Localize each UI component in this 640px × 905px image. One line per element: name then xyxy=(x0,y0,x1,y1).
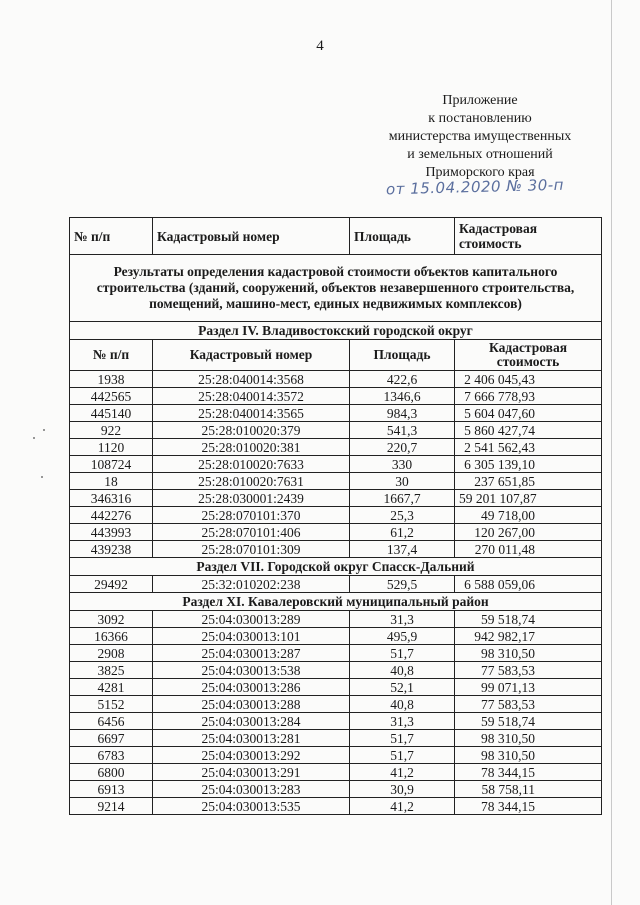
subheader-row xyxy=(70,340,602,371)
section-row xyxy=(70,558,602,576)
table-row xyxy=(70,679,602,696)
cell-number: 5152 xyxy=(70,696,153,713)
table-title: Результаты определения кадастровой стоимости объектов капитального строительства (зданий, сооружений, объектов незавершенного строительства, помещений, машино-мест, единых недвижимых комплексов) xyxy=(70,255,602,322)
table-row xyxy=(70,439,602,456)
scan-speck xyxy=(33,437,35,439)
cell-cadastral-number: 25:28:010020:379 xyxy=(153,422,350,439)
cell-area: 51,7 xyxy=(350,730,455,747)
cell-area: 25,3 xyxy=(350,507,455,524)
cell-cadastral-number: 25:28:040014:3568 xyxy=(153,371,350,388)
cell-number: 6913 xyxy=(70,781,153,798)
cell-area: 422,6 xyxy=(350,371,455,388)
section-title: Раздел XI. Кавалеровский муниципальный район xyxy=(70,593,602,611)
cadastral-table xyxy=(69,217,602,815)
table-row xyxy=(70,490,602,507)
table-row xyxy=(70,371,602,388)
section-row xyxy=(70,322,602,340)
cell-cadastral-value: 99 071,13 xyxy=(455,679,602,696)
table-row xyxy=(70,405,602,422)
cell-area: 51,7 xyxy=(350,645,455,662)
table-row xyxy=(70,798,602,815)
header-number: № п/п xyxy=(70,218,153,255)
cell-cadastral-number: 25:04:030013:291 xyxy=(153,764,350,781)
appendix-block xyxy=(358,92,602,182)
subheader-number: № п/п xyxy=(70,340,153,371)
cell-cadastral-value: 120 267,00 xyxy=(455,524,602,541)
cell-number: 18 xyxy=(70,473,153,490)
cell-cadastral-number: 25:04:030013:281 xyxy=(153,730,350,747)
cell-number: 445140 xyxy=(70,405,153,422)
cell-number: 108724 xyxy=(70,456,153,473)
cell-number: 3825 xyxy=(70,662,153,679)
cell-cadastral-number: 25:28:010020:7633 xyxy=(153,456,350,473)
cell-area: 41,2 xyxy=(350,764,455,781)
cell-cadastral-value: 942 982,17 xyxy=(455,628,602,645)
cell-area: 529,5 xyxy=(350,576,455,593)
cell-cadastral-number: 25:04:030013:535 xyxy=(153,798,350,815)
table-row xyxy=(70,611,602,628)
cell-cadastral-number: 25:32:010202:238 xyxy=(153,576,350,593)
cell-cadastral-value: 2 406 045,43 xyxy=(455,371,602,388)
cell-area: 1346,6 xyxy=(350,388,455,405)
table-row xyxy=(70,422,602,439)
cell-number: 442276 xyxy=(70,507,153,524)
table-row xyxy=(70,576,602,593)
cell-number: 3092 xyxy=(70,611,153,628)
cell-cadastral-number: 25:28:030001:2439 xyxy=(153,490,350,507)
cell-number: 922 xyxy=(70,422,153,439)
appendix-line: министерства имущественных xyxy=(388,129,572,144)
table-row xyxy=(70,628,602,645)
cell-number: 443993 xyxy=(70,524,153,541)
scan-speck xyxy=(43,429,45,431)
cell-number: 9214 xyxy=(70,798,153,815)
handwritten-date: от 15.04.2020 № 30-п xyxy=(385,175,565,199)
cell-number: 442565 xyxy=(70,388,153,405)
cell-area: 61,2 xyxy=(350,524,455,541)
header-cadastral-number: Кадастровый номер xyxy=(153,218,350,255)
table-row xyxy=(70,507,602,524)
cell-cadastral-number: 25:04:030013:288 xyxy=(153,696,350,713)
cell-cadastral-number: 25:28:010020:381 xyxy=(153,439,350,456)
cell-area: 52,1 xyxy=(350,679,455,696)
cell-cadastral-number: 25:04:030013:287 xyxy=(153,645,350,662)
subheader-cadastral-number: Кадастровый номер xyxy=(153,340,350,371)
table-row xyxy=(70,645,602,662)
cell-cadastral-value: 59 201 107,87 xyxy=(455,490,602,507)
cell-area: 51,7 xyxy=(350,747,455,764)
table-row xyxy=(70,456,602,473)
cell-cadastral-value: 59 518,74 xyxy=(455,611,602,628)
cell-area: 40,8 xyxy=(350,696,455,713)
cell-cadastral-number: 25:04:030013:283 xyxy=(153,781,350,798)
cell-area: 30 xyxy=(350,473,455,490)
cell-cadastral-number: 25:28:040014:3565 xyxy=(153,405,350,422)
section-title: Раздел IV. Владивостокский городской округ xyxy=(70,322,602,340)
cell-cadastral-number: 25:28:070101:406 xyxy=(153,524,350,541)
top-header-row xyxy=(70,218,602,255)
cell-cadastral-number: 25:04:030013:538 xyxy=(153,662,350,679)
cell-cadastral-number: 25:04:030013:101 xyxy=(153,628,350,645)
cell-number: 6800 xyxy=(70,764,153,781)
cell-area: 31,3 xyxy=(350,713,455,730)
cell-area: 31,3 xyxy=(350,611,455,628)
cell-cadastral-value: 78 344,15 xyxy=(455,798,602,815)
page-number: 4 xyxy=(316,38,324,54)
table-row xyxy=(70,388,602,405)
cell-area: 984,3 xyxy=(350,405,455,422)
cell-cadastral-number: 25:28:010020:7631 xyxy=(153,473,350,490)
cell-cadastral-number: 25:28:070101:309 xyxy=(153,541,350,558)
table-title-row xyxy=(70,255,602,322)
table-row xyxy=(70,747,602,764)
table-row xyxy=(70,473,602,490)
header-area: Площадь xyxy=(350,218,455,255)
cell-cadastral-value: 58 758,11 xyxy=(455,781,602,798)
table-row xyxy=(70,541,602,558)
cell-cadastral-value: 6 588 059,06 xyxy=(455,576,602,593)
cell-area: 41,2 xyxy=(350,798,455,815)
cell-area: 541,3 xyxy=(350,422,455,439)
cell-cadastral-value: 270 011,48 xyxy=(455,541,602,558)
table-row xyxy=(70,696,602,713)
cell-cadastral-value: 98 310,50 xyxy=(455,645,602,662)
cell-cadastral-value: 98 310,50 xyxy=(455,730,602,747)
cell-number: 29492 xyxy=(70,576,153,593)
cell-cadastral-value: 2 541 562,43 xyxy=(455,439,602,456)
subheader-cadastral-value: Кадастровая стоимость xyxy=(455,340,602,371)
cell-number: 1120 xyxy=(70,439,153,456)
cell-area: 220,7 xyxy=(350,439,455,456)
cell-cadastral-value: 77 583,53 xyxy=(455,662,602,679)
table-row xyxy=(70,713,602,730)
page-fold-line xyxy=(611,0,612,905)
cell-cadastral-value: 78 344,15 xyxy=(455,764,602,781)
cell-cadastral-value: 77 583,53 xyxy=(455,696,602,713)
cell-number: 2908 xyxy=(70,645,153,662)
cell-number: 1938 xyxy=(70,371,153,388)
cell-area: 137,4 xyxy=(350,541,455,558)
cell-number: 439238 xyxy=(70,541,153,558)
table-row xyxy=(70,524,602,541)
subheader-area: Площадь xyxy=(350,340,455,371)
cell-cadastral-value: 237 651,85 xyxy=(455,473,602,490)
cell-cadastral-value: 5 860 427,74 xyxy=(455,422,602,439)
cell-cadastral-value: 7 666 778,93 xyxy=(455,388,602,405)
cell-number: 346316 xyxy=(70,490,153,507)
appendix-line: и земельных отношений xyxy=(407,147,553,162)
appendix-line: Приложение xyxy=(442,93,518,108)
cell-number: 6456 xyxy=(70,713,153,730)
cell-number: 4281 xyxy=(70,679,153,696)
cell-area: 40,8 xyxy=(350,662,455,679)
cell-cadastral-value: 5 604 047,60 xyxy=(455,405,602,422)
cell-cadastral-value: 59 518,74 xyxy=(455,713,602,730)
table-row xyxy=(70,730,602,747)
appendix-line: к постановлению xyxy=(428,111,532,126)
cell-cadastral-number: 25:28:040014:3572 xyxy=(153,388,350,405)
cell-area: 1667,7 xyxy=(350,490,455,507)
appendix-line: Приморского края xyxy=(425,165,535,180)
cell-area: 495,9 xyxy=(350,628,455,645)
section-row xyxy=(70,593,602,611)
table-row xyxy=(70,764,602,781)
cell-cadastral-number: 25:04:030013:284 xyxy=(153,713,350,730)
cell-cadastral-value: 98 310,50 xyxy=(455,747,602,764)
table-row xyxy=(70,781,602,798)
scan-speck xyxy=(41,476,43,478)
cell-number: 6783 xyxy=(70,747,153,764)
cell-number: 16366 xyxy=(70,628,153,645)
cell-number: 6697 xyxy=(70,730,153,747)
cell-area: 330 xyxy=(350,456,455,473)
header-cadastral-value: Кадастровая стоимость xyxy=(455,218,602,255)
cell-cadastral-value: 49 718,00 xyxy=(455,507,602,524)
table-body xyxy=(70,218,602,815)
cell-cadastral-number: 25:04:030013:286 xyxy=(153,679,350,696)
cell-cadastral-number: 25:28:070101:370 xyxy=(153,507,350,524)
section-title: Раздел VII. Городской округ Спасск-Дальний xyxy=(70,558,602,576)
cell-area: 30,9 xyxy=(350,781,455,798)
cell-cadastral-value: 6 305 139,10 xyxy=(455,456,602,473)
cell-cadastral-number: 25:04:030013:289 xyxy=(153,611,350,628)
cell-cadastral-number: 25:04:030013:292 xyxy=(153,747,350,764)
table-row xyxy=(70,662,602,679)
